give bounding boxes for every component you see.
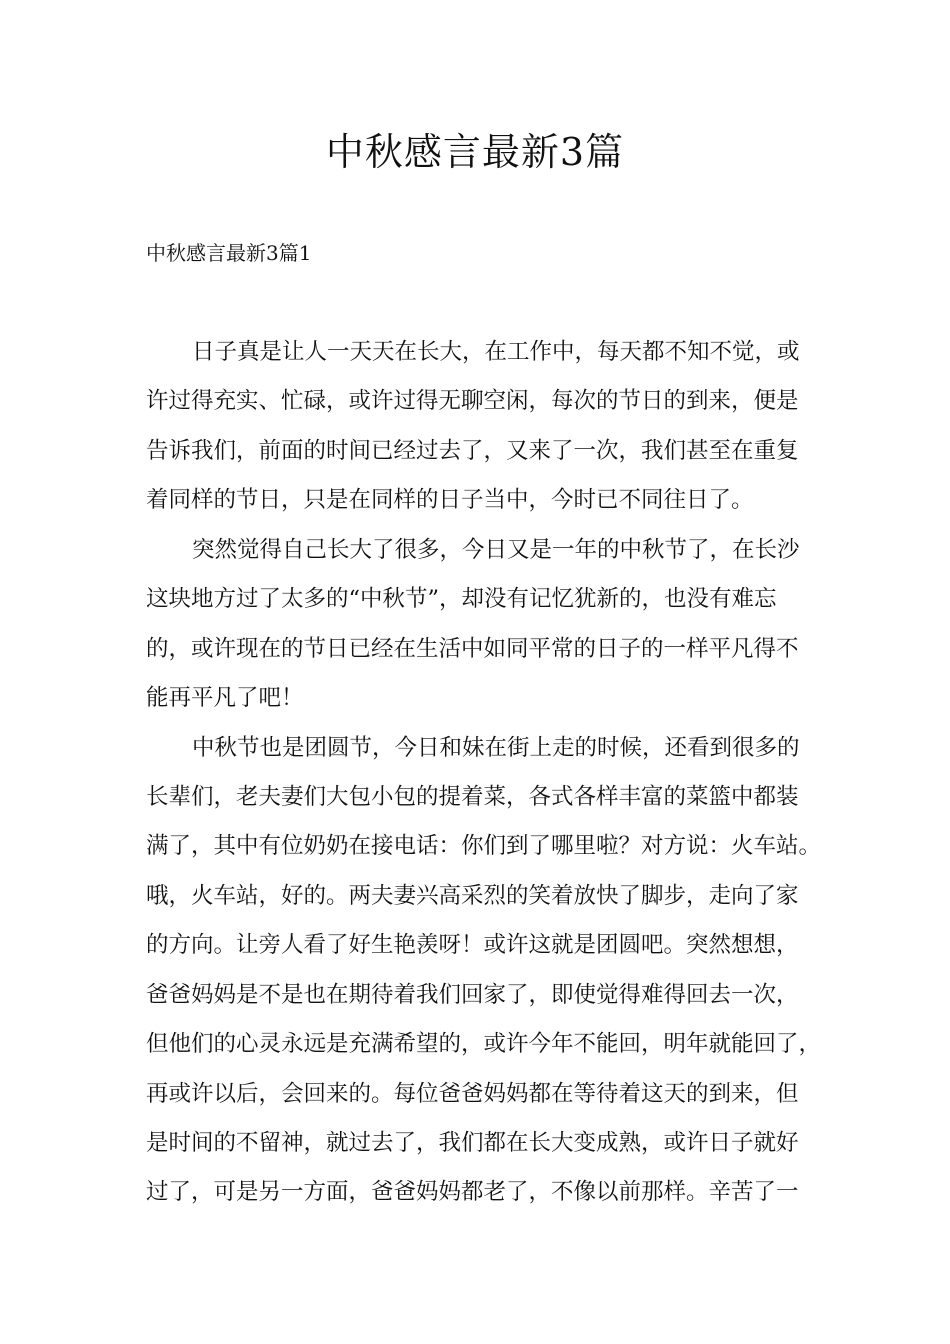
- paragraph-3-line-3: 满了，其中有位奶奶在接电话：你们到了哪里啦？对方说：火车站。: [146, 833, 822, 860]
- paragraph-1-line-3: 告诉我们，前面的时间已经过去了，又来了一次，我们甚至在重复: [146, 437, 799, 464]
- paragraph-3-line-10: 过了，可是另一方面，爸爸妈妈都老了，不像以前那样。辛苦了一: [146, 1179, 799, 1206]
- paragraph-1-line-1: 日子真是让人一天天在长大，在工作中，每天都不知不觉，或: [192, 339, 800, 365]
- paragraph-3-line-8: 再或许以后，会回来的。每位爸爸妈妈都在等待着这天的到来，但: [146, 1080, 799, 1107]
- section-heading: 中秋感言最新3篇1: [146, 241, 312, 265]
- paragraph-3-line-5: 的方向。让旁人看了好生艳羡呀！或许这就是团圆吧。突然想想，: [146, 932, 799, 959]
- paragraph-2-line-3: 的，或许现在的节日已经在生活中如同平常的日子的一样平凡得不: [146, 635, 799, 662]
- document-title: 中秋感言最新3篇: [325, 130, 625, 174]
- paragraph-3-line-9: 是时间的不留神，就过去了，我们都在长大变成熟，或许日子就好: [146, 1130, 799, 1156]
- paragraph-3-line-6: 爸爸妈妈是不是也在期待着我们回家了，即使觉得难得回去一次，: [146, 981, 799, 1008]
- paragraph-3-line-7: 但他们的心灵永远是充满希望的，或许今年不能回，明年就能回了，: [146, 1031, 822, 1058]
- paragraph-2-line-2: 这块地方过了太多的“中秋节”，却没有记忆犹新的，也没有难忘: [146, 586, 777, 613]
- paragraph-1-line-2: 许过得充实、忙碌，或许过得无聊空闲，每次的节日的到来，便是: [146, 388, 799, 415]
- paragraph-3-line-4: 哦，火车站，好的。两夫妻兴高采烈的笑着放快了脚步，走向了家: [146, 882, 799, 909]
- paragraph-2-line-1: 突然觉得自己长大了很多，今日又是一年的中秋节了，在长沙: [192, 536, 800, 563]
- paragraph-3-line-2: 长辈们，老夫妻们大包小包的提着菜，各式各样丰富的菜篮中都装: [146, 783, 799, 810]
- paragraph-1-line-4: 着同样的节日，只是在同样的日子当中，今时已不同往日了。: [146, 487, 754, 514]
- paragraph-3-line-1: 中秋节也是团圆节，今日和妹在街上走的时候，还看到很多的: [192, 734, 800, 761]
- document-body: [146, 332, 822, 1222]
- paragraph-2-line-4: 能再平凡了吧！: [146, 685, 304, 712]
